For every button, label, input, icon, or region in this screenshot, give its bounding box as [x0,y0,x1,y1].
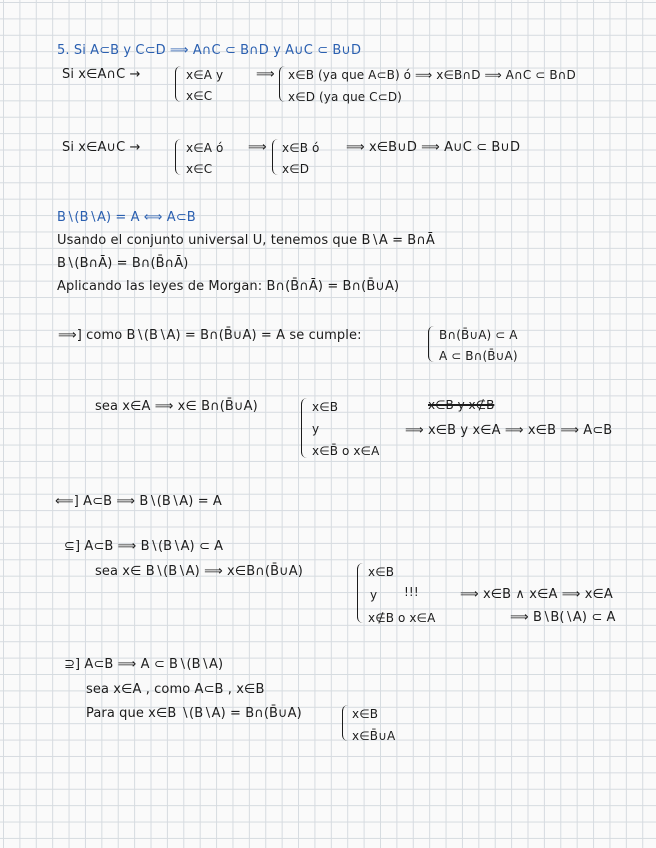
implies-arrow: ⟹ [248,140,267,155]
brace [342,705,351,741]
subset-case-2: y [370,588,378,602]
superset-case-1: x∈B [352,707,379,721]
brace [301,398,310,458]
subset-conclusion-2: ⟹ B∖B(∖A) ⊂ A [510,610,616,625]
brace [175,139,184,175]
line-1-result-1: x∈B (ya que A⊂B) ó ⟹ x∈B∩D ⟹ A∩C ⊂ B∩D [288,68,576,82]
line-2-premise: Si x∈A∪C → [62,140,141,155]
intro-line-1: Usando el conjunto universal U, tenemos que B∖A = B∩Ā [57,233,435,248]
subset-heading: ⊆] A⊂B ⟹ B∖(B∖A) ⊂ A [64,539,224,554]
line-1-case-c: x∈C [186,89,213,103]
subset-case-3: x∉B o x∈A [368,611,436,625]
intro-line-2: B∖(B∩Ā) = B∩(B̄∩Ā) [57,256,189,271]
line-1-case-a: x∈A y [186,68,224,82]
brace [357,563,366,623]
problem-5-title: 5. Si A⊂B y C⊂D ⟹ A∩C ⊂ B∩D y A∪C ⊂ B∪D [57,43,362,58]
brace [272,139,281,175]
superset-sea: sea x∈A , como A⊂B , x∈B [86,682,265,697]
line-2-result-1: x∈B ó [282,141,320,155]
brace [175,66,184,102]
line-1-premise: Si x∈A∩C → [62,67,141,82]
forward-case-3: x∈B̄ o x∈A [312,444,380,458]
line-1-result-2: x∈D (ya que C⊂D) [288,90,402,104]
subset-case-1: x∈B [368,565,395,579]
brace [279,66,288,102]
forward-conclusion: ⟹ x∈B y x∈A ⟹ x∈B ⟹ A⊂B [405,423,613,438]
forward-case-1: x∈B [312,400,339,414]
line-2-case-c: x∈C [186,162,213,176]
subset-conclusion-1: ⟹ x∈B ∧ x∈A ⟹ x∈A [460,587,613,602]
struck-out-text: x∈B y x∉B [428,398,495,412]
forward-cond-1: B∩(B̄∪A) ⊂ A [439,328,518,342]
contradiction-mark: !!! [404,585,419,599]
forward-direction: ⟹] como B∖(B∖A) = B∩(B̄∪A) = A se cumple: [58,328,362,343]
line-2-case-a: x∈A ó [186,141,224,155]
forward-cond-2: A ⊂ B∩(B̄∪A) [439,349,518,363]
implies-arrow: ⟹ [256,67,275,82]
forward-sea: sea x∈A ⟹ x∈ B∩(B̄∪A) [95,399,258,414]
subset-sea: sea x∈ B∖(B∖A) ⟹ x∈B∩(B̄∪A) [95,564,303,579]
problem-6-title: B∖(B∖A) = A ⟺ A⊂B [57,210,196,225]
superset-heading: ⊇] A⊂B ⟹ A ⊂ B∖(B∖A) [64,657,224,672]
line-2-conclusion: ⟹ x∈B∪D ⟹ A∪C ⊂ B∪D [346,140,521,155]
backward-direction: ⟸] A⊂B ⟹ B∖(B∖A) = A [55,494,222,509]
forward-case-2: y [312,422,320,436]
superset-case-2: x∈B̄∪A [352,729,396,743]
line-2-result-2: x∈D [282,162,310,176]
brace [428,326,437,362]
superset-para: Para que x∈B ∖(B∖A) = B∩(B̄∪A) [86,706,302,721]
intro-line-3: Aplicando las leyes de Morgan: B∩(B̄∩Ā) = B∩(B̄∪A) [57,279,400,294]
